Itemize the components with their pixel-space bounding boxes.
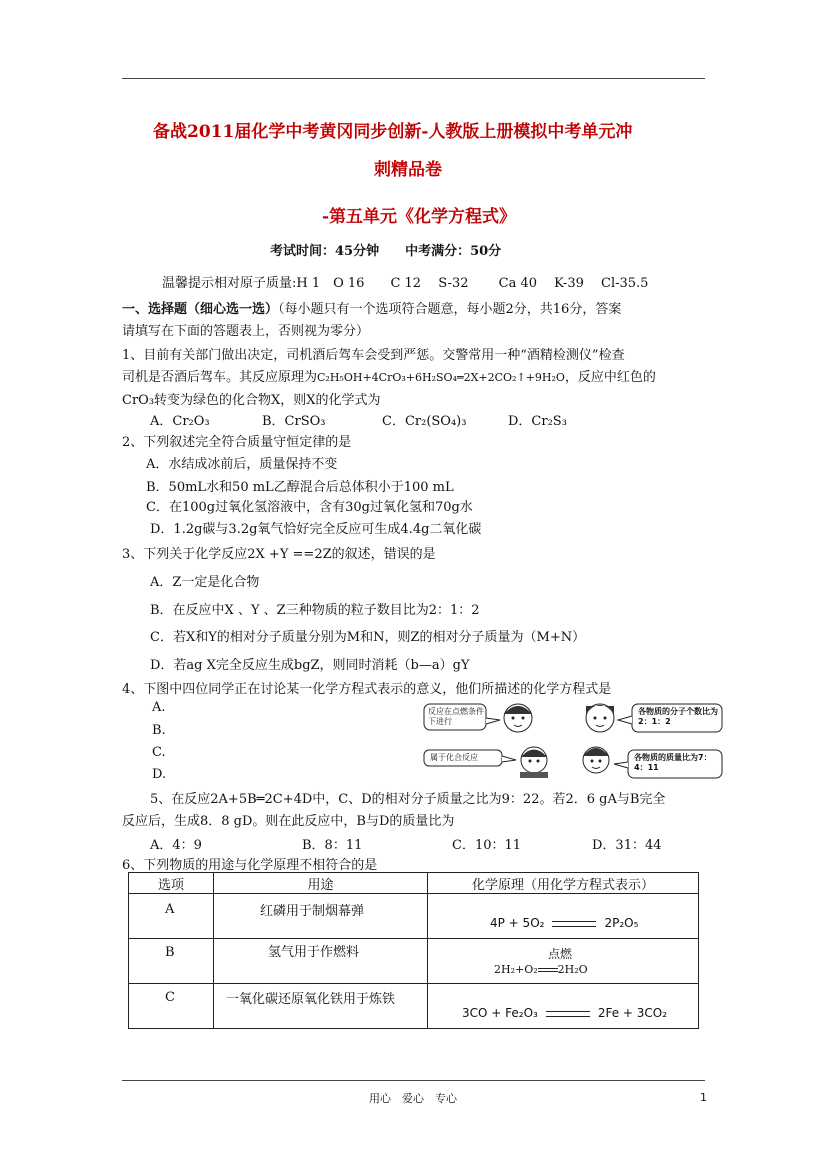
header-rule [122,78,705,79]
table-header-row [129,873,699,894]
row-c-use [214,984,428,1029]
q3-option-a: A．Z一定是化合物 [150,575,260,590]
q1-line2-post: ，反应中红色的 [564,370,656,385]
row-c-use-text: 一氧化碳还原氧化铁用于炼铁 [226,992,396,1007]
row-a-use-text: 红磷用于制烟幕弹 [260,904,365,919]
row-c-eq-left: 3CO + Fe₂O₃ [462,1006,538,1020]
section1-heading-line [122,298,621,317]
row-b-condition: 点燃 [548,947,573,961]
row-b-option [129,939,214,984]
row-a-option [129,894,214,939]
row-b-use [214,939,428,984]
q4-option-b: B. [152,723,166,738]
q3-stem: 3、下列关于化学反应2X +Y ==2Z的叙述，错误的是 [122,547,436,562]
q3-option-c: C．若X和Y的相对分子质量分别为M和N，则Z的相对分子质量为（M+N） [150,630,586,645]
table-row [129,984,699,1029]
row-b-eq-left: 2H₂+O₂ [494,963,538,976]
q5-option-a: A．4：9 [150,838,202,853]
atomic-mass-hint: 温馨提示相对原子质量:H 1 O 16 C 12 S-32 Ca 40 K-39 Cl-35.5 [162,276,649,291]
row-a-equation-text [490,916,638,930]
q1-line2 [122,366,656,385]
bubble-text-2: 各物质的分子个数比为2：1：2 [638,707,718,726]
q2-option-b: B．50mL水和50 mL乙醇混合后总体积小于100 mL [146,480,454,495]
bubble-text-3: 属于化合反应 [430,753,478,762]
q1-option-b: B．CrSO₃ [262,414,326,429]
q3-option-b: B．在反应中X 、Y 、Z三种物质的粒子数目比为2：1：2 [150,603,480,618]
q5-line2: 反应后，生成8．8 gD。则在此反应中，B与D的质量比为 [122,814,455,829]
row-a-eq-right: 2P₂O₅ [604,916,639,930]
bubble-text-1: 反应在点燃条件下进行 [428,707,484,726]
q1-option-d: D．Cr₂S₃ [508,414,567,429]
row-a-option-text: A [165,902,175,917]
row-b-option-text: B [165,945,175,960]
row-c-option-text: C [165,990,175,1005]
bubble-text-4: 各物质的质量比为7：4：11 [634,753,712,772]
student-4-icon [583,747,609,773]
q6-stem: 6、下列物质的用途与化学原理不相符合的是 [122,858,378,873]
equals-sign [546,1011,590,1017]
q3-option-d: D．若ag X完全反应生成bgZ，则同时消耗（b—a）gY [150,658,470,673]
footer-rule [122,1080,705,1081]
footer-motto: 用心 爱心 专心 [369,1092,457,1105]
table-row [129,894,699,939]
q1-line2-pre: 司机是否酒后驾车。其反应原理为 [122,370,318,385]
student-1-icon [504,704,532,732]
exam-info: 考试时间：45分钟 中考满分：50分 [270,244,502,259]
q1-line1: 1、目前有关部门做出决定，司机酒后驾车会受到严惩。交警常用一种“酒精检测仪”检查 [122,348,625,363]
q4-stem: 4、下图中四位同学正在讨论某一化学方程式表示的意义，他们所描述的化学方程式是 [122,682,612,697]
section1-heading: 一、选择题（细心选一选） [122,302,279,317]
row-a-eq-left: 4P + 5O₂ [490,916,545,930]
section1-note-b: 请填写在下面的答题表上，否则视为零分） [122,324,370,339]
col-header-use: 用途 [214,873,428,894]
q1-line3: CrO₃转变为绿色的化合物X，则X的化学式为 [122,393,381,408]
q4-option-d: D. [152,767,167,782]
q2-option-d: D．1.2g碳与3.2g氧气恰好完全反应可生成4.4g二氧化碳 [150,522,482,537]
col-header-option: 选项 [129,873,214,894]
row-b-equation-text [494,963,588,976]
doc-title-line1: 备战2011届化学中考黄冈同步创新-人教版上册模拟中考单元冲 [153,122,633,142]
row-c-option [129,984,214,1029]
q2-option-c: C．在100g过氧化氢溶液中，含有30g过氧化氢和70g水 [146,500,473,515]
equals-sign [552,921,596,927]
row-c-eq-right: 2Fe + 3CO₂ [597,1006,668,1020]
q5-option-d: D．31：44 [592,838,662,853]
section1-note-a: （每小题只有一个选项符合题意，每小题2分，共16分，答案 [278,302,622,317]
doc-subtitle: -第五单元《化学方程式》 [322,207,517,227]
col-header-principle: 化学原理（用化学方程式表示） [428,873,699,894]
student-2-icon [586,704,614,732]
q5-option-c: C．10：11 [452,838,522,853]
row-c-equation [428,984,699,1029]
row-a-use [214,894,428,939]
q4-option-a: A. [152,700,166,715]
q1-option-c: C．Cr₂(SO₄)₃ [382,414,467,429]
q5-line1: 5、在反应2A+5B═2C+4D中，C、D的相对分子质量之比为9：22。若2．6 gA与B完全 [150,792,666,807]
row-b-use-text: 氢气用于作燃料 [268,945,360,960]
q1-option-a: A．Cr₂O₃ [150,414,210,429]
table-row [129,939,699,984]
q2-stem: 2、下列叙述完全符合质量守恒定律的是 [122,435,352,450]
q4-discussion-figure [420,700,725,780]
q4-option-c: C. [152,745,166,760]
q5-option-b: B．8：11 [302,838,363,853]
student-3-icon [520,747,548,778]
q2-option-a: A．水结成冰前后，质量保持不变 [146,457,338,472]
page-number: 1 [700,1091,707,1104]
equals-sign [538,968,558,972]
q6-table [128,872,699,1029]
row-b-equation [428,939,699,984]
row-c-equation-text [462,1006,667,1020]
row-a-equation [428,894,699,939]
row-b-eq-right: 2H₂O [557,963,588,976]
doc-title-line2: 刺精品卷 [374,160,442,180]
q1-equation: C₂H₅OH+4CrO₃+6H₂SO₄═2X+2CO₂↑+9H₂O [317,371,565,384]
